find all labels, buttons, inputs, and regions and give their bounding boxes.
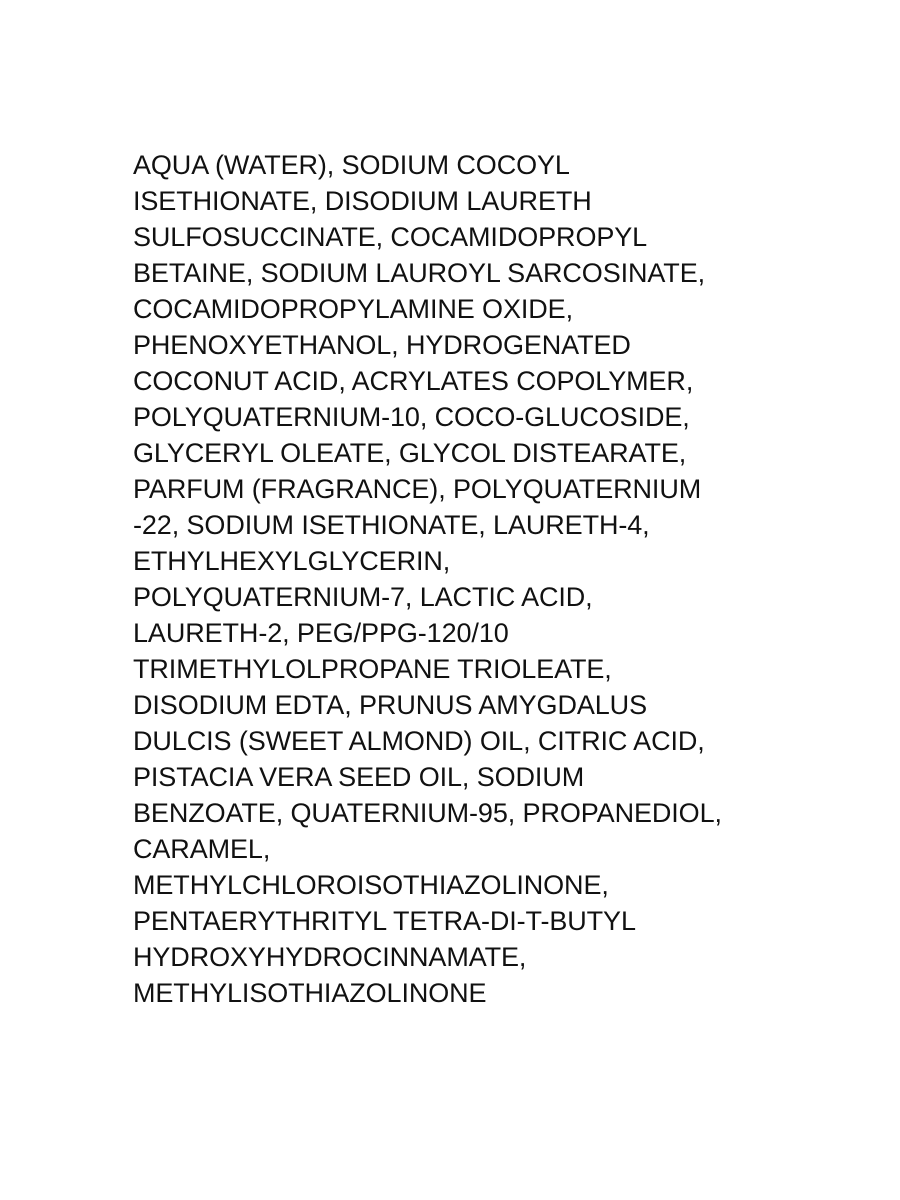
ingredients-line: BETAINE, SODIUM LAUROYL SARCOSINATE, (133, 258, 706, 288)
ingredients-line: PHENOXYETHANOL, HYDROGENATED (133, 330, 631, 360)
ingredients-line: DULCIS (SWEET ALMOND) OIL, CITRIC ACID, (133, 726, 705, 756)
ingredients-line: HYDROXYHYDROCINNAMATE, (133, 942, 527, 972)
ingredients-line: TRIMETHYLOLPROPANE TRIOLEATE, (133, 654, 612, 684)
ingredients-line: ETHYLHEXYLGLYCERIN, (133, 546, 451, 576)
ingredients-line: METHYLCHLOROISOTHIAZOLINONE, (133, 870, 609, 900)
ingredients-line: GLYCERYL OLEATE, GLYCOL DISTEARATE, (133, 438, 687, 468)
ingredients-line: POLYQUATERNIUM-7, LACTIC ACID, (133, 582, 593, 612)
ingredients-line: AQUA (WATER), SODIUM COCOYL (133, 150, 570, 180)
ingredients-line: SULFOSUCCINATE, COCAMIDOPROPYL (133, 222, 648, 252)
ingredients-line: CARAMEL, (133, 834, 271, 864)
ingredients-line: PENTAERYTHRITYL TETRA-DI-T-BUTYL (133, 906, 636, 936)
ingredients-line: ISETHIONATE, DISODIUM LAURETH (133, 186, 592, 216)
ingredients-line: -22, SODIUM ISETHIONATE, LAURETH-4, (133, 510, 650, 540)
ingredients-line: METHYLISOTHIAZOLINONE (133, 978, 487, 1008)
ingredients-line: LAURETH-2, PEG/PPG-120/10 (133, 618, 509, 648)
ingredients-line: COCAMIDOPROPYLAMINE OXIDE, (133, 294, 573, 324)
ingredients-line: DISODIUM EDTA, PRUNUS AMYGDALUS (133, 690, 647, 720)
ingredients-line: PARFUM (FRAGRANCE), POLYQUATERNIUM (133, 474, 702, 504)
ingredients-line: PISTACIA VERA SEED OIL, SODIUM (133, 762, 585, 792)
ingredients-line: BENZOATE, QUATERNIUM-95, PROPANEDIOL, (133, 798, 722, 828)
ingredients-line: COCONUT ACID, ACRYLATES COPOLYMER, (133, 366, 694, 396)
ingredients-line: POLYQUATERNIUM-10, COCO-GLUCOSIDE, (133, 402, 690, 432)
ingredients-list (133, 147, 833, 1011)
